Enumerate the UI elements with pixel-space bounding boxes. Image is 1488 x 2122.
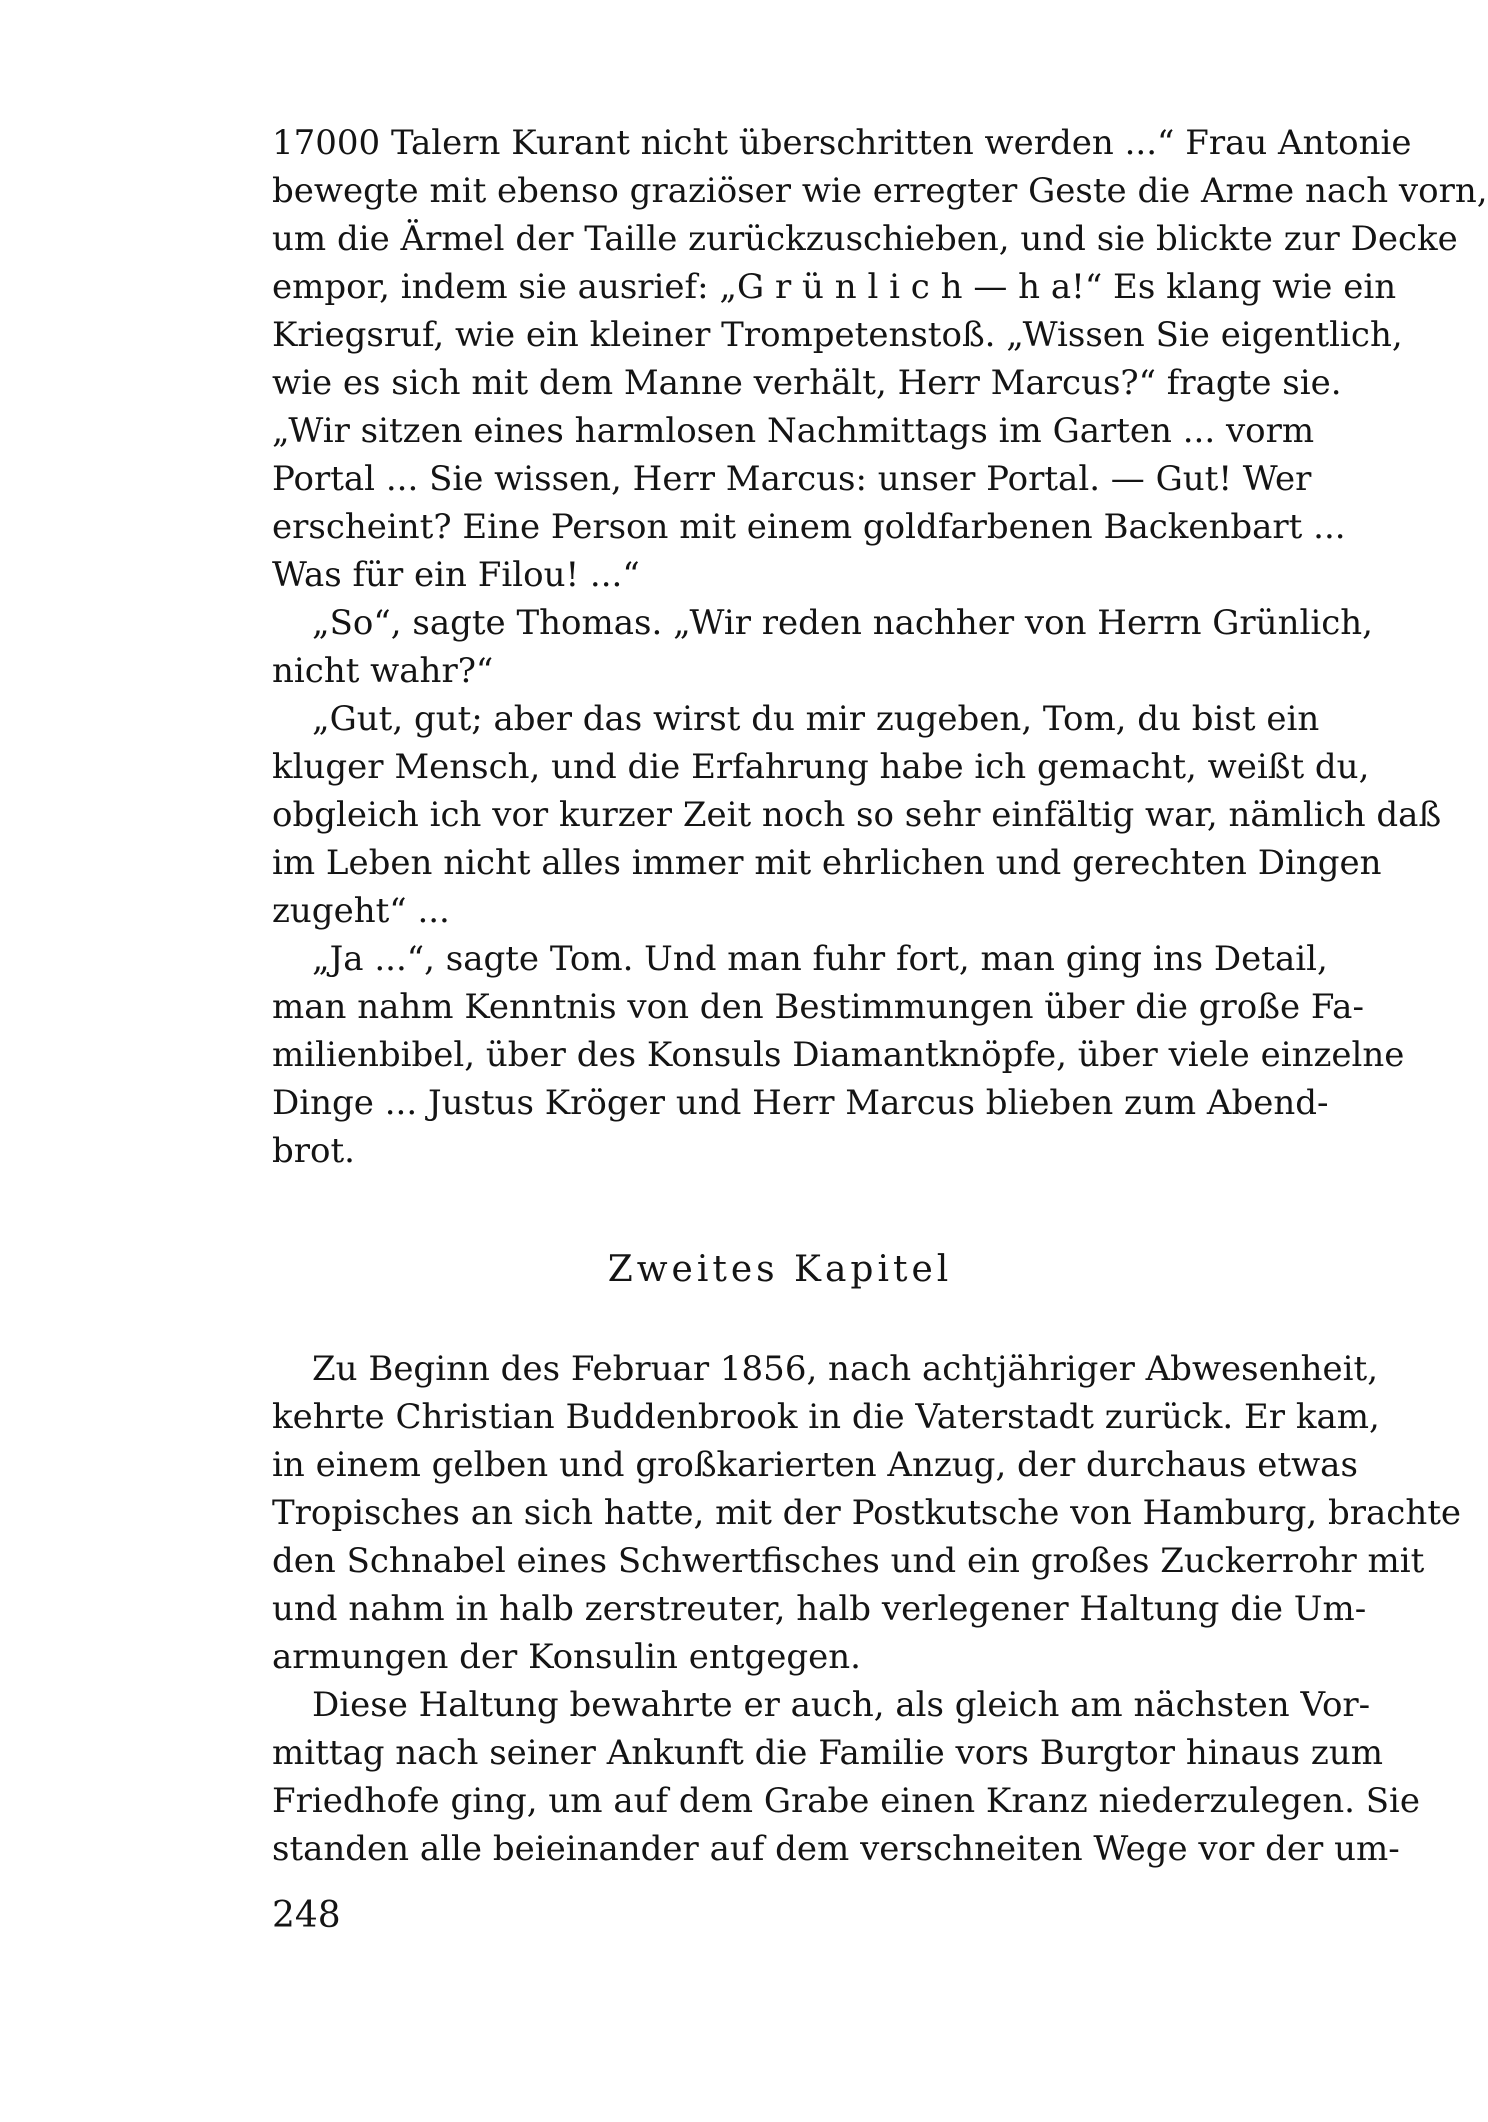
text-line: Kriegsruf, wie ein kleiner Trompetenstoß. „Wissen Sie eigentlich,: [272, 315, 1403, 355]
text-line: kluger Mensch, und die Erfahrung habe ich gemacht, weißt du,: [272, 747, 1370, 787]
text-line: brot.: [272, 1131, 355, 1171]
text-line: Friedhofe ging, um auf dem Grabe einen Kranz niederzulegen. Sie: [272, 1781, 1420, 1821]
text-line: Was für ein Filou! ...“: [272, 555, 640, 595]
text-line: „Ja ...“, sagte Tom. Und man fuhr fort, man ging ins Detail,: [312, 939, 1328, 979]
text-line: „Gut, gut; aber das wirst du mir zugeben, Tom, du bist ein: [312, 699, 1320, 739]
text-line: „So“, sagte Thomas. „Wir reden nachher von Herrn Grünlich,: [312, 603, 1373, 643]
text-line: nicht wahr?“: [272, 651, 494, 691]
text-line: „Wir sitzen eines harmlosen Nachmittags im Garten ... vorm: [272, 411, 1315, 451]
text-line: standen alle beieinander auf dem verschneiten Wege vor der um-: [272, 1829, 1400, 1869]
text-line: man nahm Kenntnis von den Bestimmungen über die große Fa-: [272, 987, 1364, 1027]
text-line: den Schnabel eines Schwertfisches und ein großes Zuckerrohr mit: [272, 1541, 1425, 1581]
text-line: in einem gelben und großkarierten Anzug, der durchaus etwas: [272, 1445, 1358, 1485]
text-line: und nahm in halb zerstreuter, halb verlegener Haltung die Um-: [272, 1589, 1367, 1629]
text-line: Portal ... Sie wissen, Herr Marcus: unser Portal. — Gut! Wer: [272, 459, 1312, 499]
text-line: Tropisches an sich hatte, mit der Postkutsche von Hamburg, brachte: [272, 1493, 1462, 1533]
text-line: mittag nach seiner Ankunft die Familie vors Burgtor hinaus zum: [272, 1733, 1383, 1773]
text-line: um die Ärmel der Taille zurückzuschieben, und sie blickte zur Decke: [272, 219, 1458, 259]
chapter-heading: Zweites Kapitel: [607, 1249, 953, 1290]
text-line: 17000 Talern Kurant nicht überschritten werden ...“ Frau Antonie: [272, 123, 1412, 163]
text-line: erscheint? Eine Person mit einem goldfarbenen Backenbart ...: [272, 507, 1346, 547]
text-line: milienbibel, über des Konsuls Diamantknöpfe, über viele einzelne: [272, 1035, 1405, 1075]
text-line: armungen der Konsulin entgegen.: [272, 1637, 861, 1677]
text-line: zugeht“ ...: [272, 891, 450, 931]
text-line: kehrte Christian Buddenbrook in die Vaterstadt zurück. Er kam,: [272, 1397, 1380, 1437]
text-line: Diese Haltung bewahrte er auch, als gleich am nächsten Vor-: [312, 1685, 1371, 1725]
text-line: obgleich ich vor kurzer Zeit noch so sehr einfältig war, nämlich daß: [272, 795, 1442, 835]
text-line: wie es sich mit dem Manne verhält, Herr Marcus?“ fragte sie.: [272, 363, 1342, 403]
text-line: Zu Beginn des Februar 1856, nach achtjähriger Abwesenheit,: [312, 1349, 1379, 1389]
text-line: bewegte mit ebenso graziöser wie erregter Geste die Arme nach vorn,: [272, 171, 1488, 211]
text-line: empor, indem sie ausrief: „G r ü n l i c h — h a!“ Es klang wie ein: [272, 267, 1397, 307]
page-number: 248: [272, 1895, 341, 1936]
text-line: Dinge ... Justus Kröger und Herr Marcus blieben zum Abend-: [272, 1083, 1329, 1123]
text-line: im Leben nicht alles immer mit ehrlichen und gerechten Dingen: [272, 843, 1382, 883]
